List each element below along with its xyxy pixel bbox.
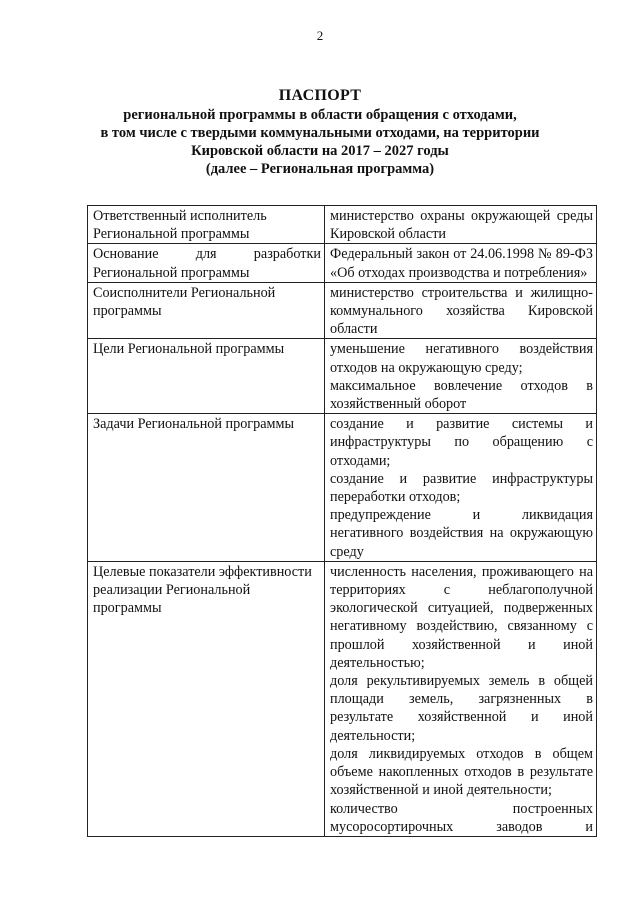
row-value — [325, 561, 597, 836]
document-title: ПАСПОРТ — [278, 87, 362, 104]
row-label: Задачи Региональной программы — [88, 414, 325, 562]
value-paragraph: министерство охраны окружающей среды Кировской области — [330, 208, 593, 243]
row-value — [325, 206, 597, 244]
value-paragraph: создание и развитие инфраструктуры переработки отходов; — [330, 470, 593, 506]
value-paragraph: предупреждение и ликвидация негативного воздействия на окружающую среду — [330, 507, 593, 560]
passport-table — [87, 205, 597, 837]
table-row-basis — [88, 244, 597, 282]
value-paragraph: доля ликвидируемых отходов в общем объеме накопленных отходов в результате хозяйственной и иной деятельности; — [330, 745, 593, 799]
value-paragraph: количество построенных мусоросортирочных заводов и — [330, 800, 593, 835]
row-label: Соисполнители Региональной программы — [88, 282, 325, 339]
value-paragraph: максимальное вовлечение отходов в хозяйственный оборот — [330, 377, 593, 413]
table-row-co-executors — [88, 282, 597, 339]
value-paragraph: Федеральный закон от 24.06.1998 № 89-ФЗ «Об отходах производства и потребления» — [330, 246, 593, 281]
table-row-tasks — [88, 414, 597, 562]
table-row-goals — [88, 339, 597, 414]
row-label: Целевые показатели эффективности реализации Региональной программы — [88, 561, 325, 836]
value-paragraph: создание и развитие системы и инфраструктуры по обращению с отходами; — [330, 416, 593, 469]
row-label: Основание для разработки Региональной программы — [88, 244, 325, 282]
row-value — [325, 414, 597, 562]
heading-line-3: Кировской области на 2017 – 2027 годы — [191, 143, 449, 159]
value-paragraph: доля рекультивируемых земель в общей площади земель, загрязненных в результате хозяйственной и иной деятельности; — [330, 673, 593, 744]
table-row-indicators — [88, 561, 597, 836]
value-paragraph: численность населения, проживающего на территориях с неблагополучной экологической ситуацией, подверженных негативному воздействию, связанному с прошлой хозяйственной и иной деятельностью; — [330, 563, 593, 671]
document-heading — [0, 86, 640, 178]
value-paragraph: уменьшение негативного воздействия отходов на окружающую среду; — [330, 341, 593, 376]
table-row-responsible — [88, 206, 597, 244]
row-label: Ответственный исполнитель Региональной программы — [88, 206, 325, 244]
page-number: 2 — [316, 28, 324, 43]
row-value — [325, 244, 597, 282]
row-value — [325, 339, 597, 414]
row-label: Цели Региональной программы — [88, 339, 325, 414]
heading-line-2: в том числе с твердыми коммунальными отходами, на территории — [100, 125, 540, 141]
heading-line-1: региональной программы в области обращения с отходами, — [123, 107, 517, 123]
row-value — [325, 282, 597, 339]
heading-line-4: (далее – Региональная программа) — [205, 161, 435, 177]
value-paragraph: министерство строительства и жилищно-коммунального хозяйства Кировской области — [330, 284, 593, 338]
